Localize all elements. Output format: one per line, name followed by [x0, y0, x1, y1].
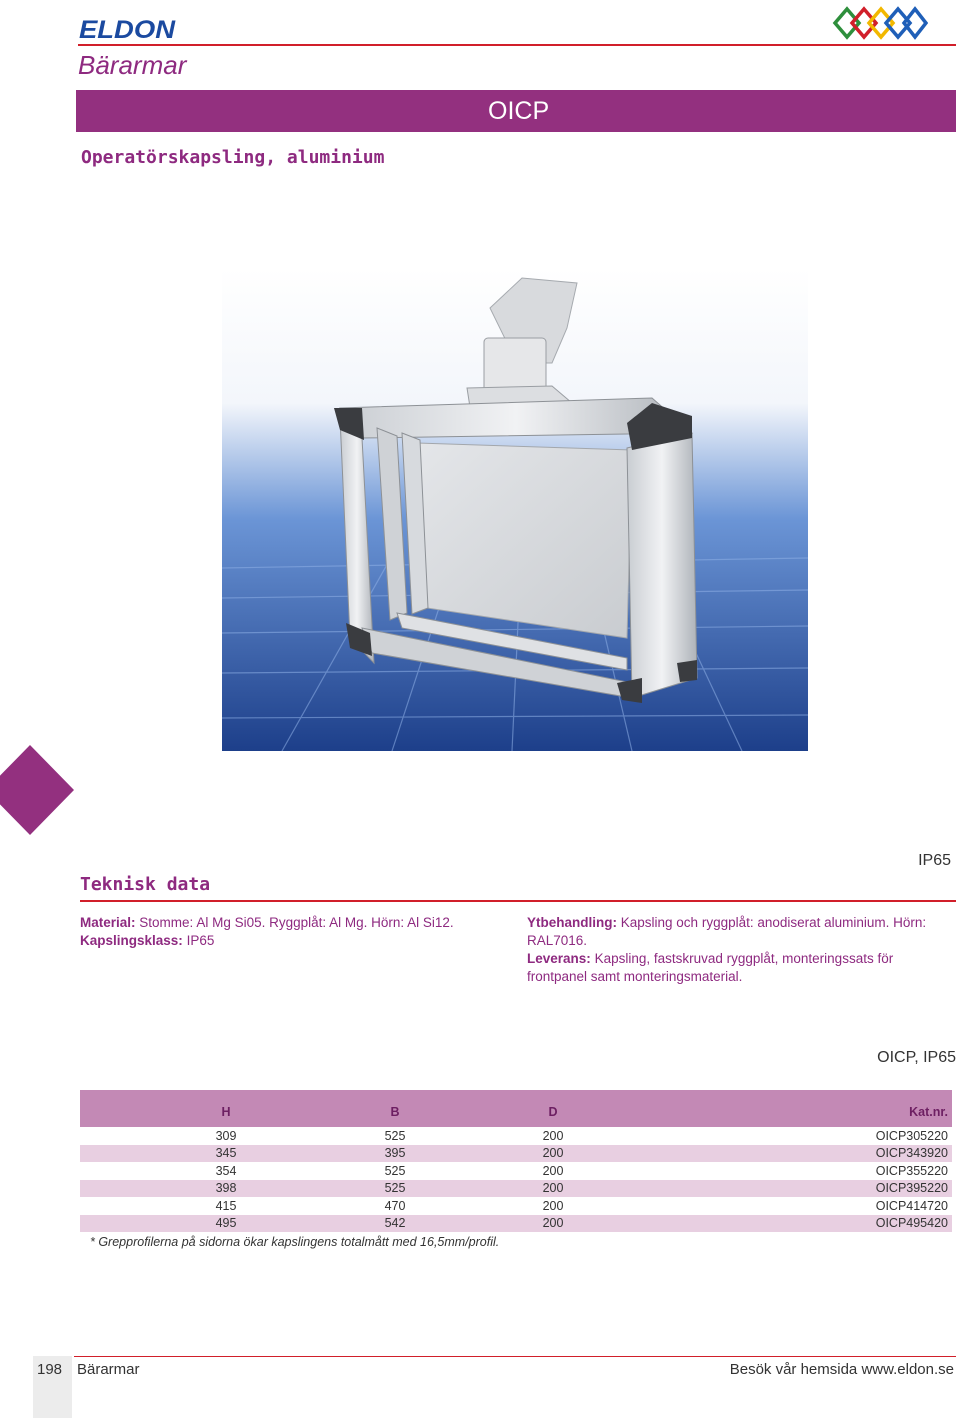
cell-d: 200 — [542, 1198, 564, 1213]
cell-d: 200 — [542, 1163, 564, 1178]
table-footnote: * Grepprofilerna på sidorna ökar kapslingens totalmått med 16,5mm/profil. — [90, 1235, 500, 1249]
cell-d: 200 — [418, 1145, 688, 1163]
table-header-row — [80, 1090, 952, 1127]
eldon-logo-text: ELDON — [79, 16, 177, 42]
eldon-logo — [78, 16, 178, 42]
material-text: Stomme: Al Mg Si05. Ryggplåt: Al Mg. Hörn: Al Si12. — [139, 915, 454, 930]
footer-section: Bärarmar — [77, 1361, 140, 1378]
cell-h: 495 — [80, 1215, 372, 1233]
tech-right-column — [527, 914, 947, 986]
ip-rating-label: IP65 — [918, 852, 951, 869]
header-d: D — [418, 1090, 688, 1127]
table-row — [80, 1197, 952, 1215]
side-diamond-decoration — [0, 745, 74, 835]
table-caption: OICP, IP65 — [877, 1049, 956, 1066]
table-row — [80, 1180, 952, 1198]
spec-table — [80, 1090, 952, 1232]
cell-katnr: OICP343920 — [688, 1145, 952, 1163]
cell-b: 470 — [384, 1198, 406, 1213]
material-label: Material: — [80, 915, 136, 930]
header-b: B — [372, 1090, 418, 1127]
cell-katnr: OICP305220 — [875, 1128, 948, 1143]
cell-katnr: OICP355220 — [875, 1163, 948, 1178]
cell-b: 525 — [372, 1180, 418, 1198]
cell-b: 395 — [372, 1145, 418, 1163]
page-heading: Bärarmar — [78, 50, 187, 80]
cell-d: 200 — [418, 1215, 688, 1233]
cell-katnr: OICP495420 — [688, 1215, 952, 1233]
tech-data-title: Teknisk data — [80, 874, 211, 895]
cell-b: 525 — [384, 1163, 406, 1178]
cell-h: 415 — [215, 1198, 237, 1213]
table-row — [80, 1162, 952, 1180]
surface-line — [527, 914, 947, 950]
cell-h: 309 — [215, 1128, 237, 1143]
tech-rule — [80, 900, 956, 902]
delivery-line — [527, 950, 947, 986]
table-row — [80, 1145, 952, 1163]
product-code-title: OICP — [488, 97, 550, 125]
ip-class-line — [80, 932, 500, 950]
header-h: H — [80, 1090, 372, 1127]
page-number: 198 — [37, 1361, 63, 1378]
cell-h: 354 — [215, 1163, 237, 1178]
cell-katnr: OICP395220 — [688, 1180, 952, 1198]
material-line — [80, 914, 500, 932]
header-rule — [78, 44, 956, 46]
header-katnr: Kat.nr. — [688, 1090, 952, 1127]
diamond-chain-logo — [832, 6, 928, 40]
surface-label: Ytbehandling: — [527, 915, 617, 930]
tech-left-column — [80, 914, 500, 950]
cell-d: 200 — [542, 1128, 564, 1143]
footer-website: Besök vår hemsida www.eldon.se — [729, 1361, 954, 1378]
table-row — [80, 1215, 952, 1233]
ip-class-label: Kapslingsklass: — [80, 933, 183, 948]
cell-katnr: OICP414720 — [875, 1198, 948, 1213]
cell-d: 200 — [418, 1180, 688, 1198]
delivery-label: Leverans: — [527, 951, 591, 966]
surface-text: Kapsling och ryggplåt: anodiserat aluminium. Hörn: RAL7016. — [527, 915, 927, 948]
table-row — [80, 1127, 952, 1145]
product-photo — [222, 268, 808, 751]
footer-rule — [74, 1356, 956, 1357]
ip-class-text: IP65 — [186, 933, 215, 948]
cell-b: 542 — [372, 1215, 418, 1233]
cell-h: 345 — [80, 1145, 372, 1163]
cell-h: 398 — [80, 1180, 372, 1198]
delivery-text: Kapsling, fastskruvad ryggplåt, monteringssats för frontpanel samt monteringsmaterial. — [527, 951, 894, 984]
cell-b: 525 — [384, 1128, 406, 1143]
product-subtitle: Operatörskapsling, aluminium — [81, 147, 385, 168]
